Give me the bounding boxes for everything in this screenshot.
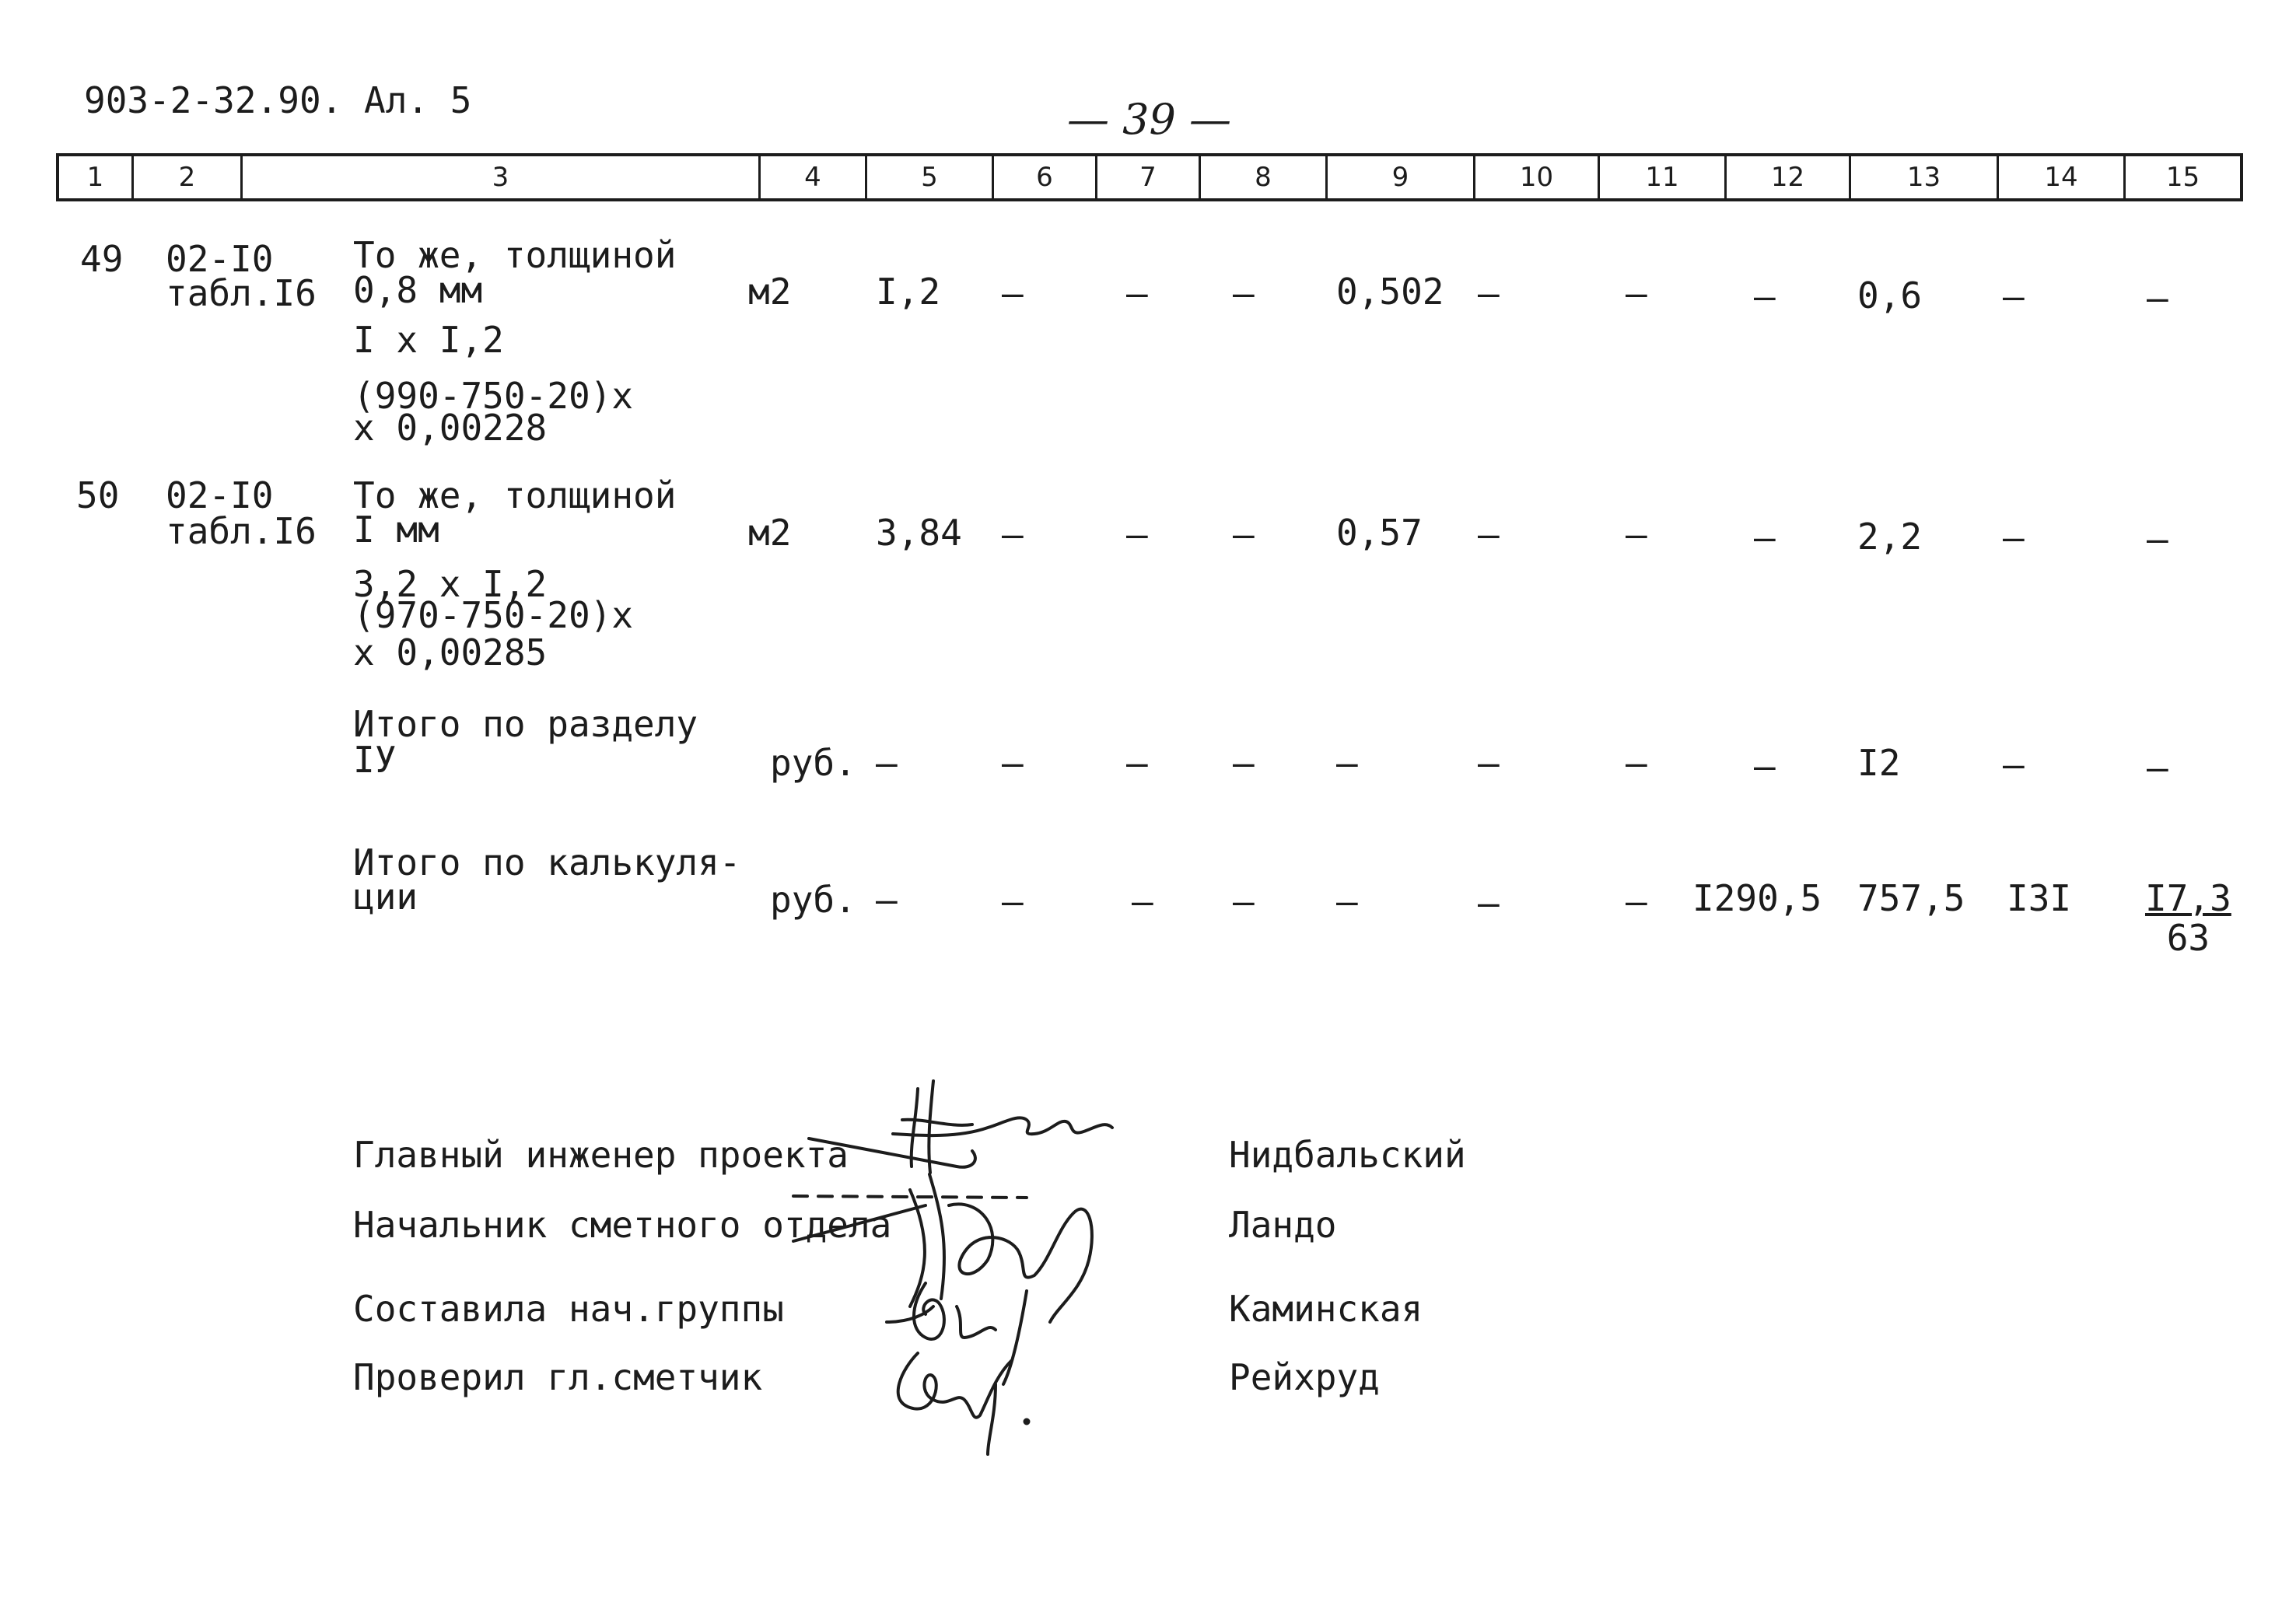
unit: руб. (770, 879, 856, 921)
description-line: х 0,00285 (353, 631, 548, 673)
cell-col7: – (1126, 742, 1148, 784)
cell-col8: – (1233, 742, 1255, 784)
norm-table: табл.I6 (166, 272, 317, 314)
total-label: Итого по калькуля- (353, 841, 741, 883)
cell-col15-fraction (2145, 879, 2231, 957)
description-line: (990-750-20)х (353, 375, 634, 417)
cell-col12: – (1754, 275, 1776, 317)
total-label: ции (353, 876, 418, 918)
column-header: 14 (1997, 156, 2123, 198)
cell-col6: – (1002, 742, 1024, 784)
page-number: — 39 — (1067, 95, 1232, 144)
description-line: 0,8 мм (353, 269, 483, 311)
description-line: I х I,2 (353, 319, 504, 361)
column-header: 4 (758, 156, 865, 198)
cell-col14: I3I (2007, 877, 2072, 919)
description-line: То же, толщиной (353, 234, 677, 276)
unit: м2 (748, 271, 792, 313)
column-header: 1 (86, 162, 104, 193)
column-header: 13 (1849, 156, 1997, 198)
cell-col9: – (1336, 742, 1358, 784)
signatory-role: Начальник сметного отдела (353, 1204, 892, 1246)
fraction-numerator: I7,3 (2145, 877, 2231, 919)
cell-col14: – (2003, 516, 2025, 558)
cell-col10: – (1478, 513, 1500, 555)
cell-col15: – (2147, 277, 2168, 319)
column-header: 12 (1724, 156, 1849, 198)
cell-col9: 0,502 (1336, 271, 1444, 313)
cell-col12: – (1754, 745, 1776, 787)
cell-col12: – (1754, 516, 1776, 558)
cell-col5: I,2 (876, 271, 941, 313)
signatory-name: Рейхруд (1229, 1356, 1380, 1398)
column-header: 8 (1199, 156, 1325, 198)
column-header: 5 (865, 156, 992, 198)
signatory-role: Проверил гл.сметчик (353, 1356, 763, 1398)
norm-code: 02-I0 (166, 238, 274, 280)
column-header: 7 (1095, 156, 1199, 198)
cell-col5: 3,84 (876, 512, 962, 554)
cell-col9: 0,57 (1336, 512, 1423, 554)
cell-col7: – (1126, 513, 1148, 555)
cell-col13: 0,6 (1857, 275, 1923, 317)
description-line: 3,2 х I,2 (353, 563, 548, 605)
document-code: 903-2-32.90. Ал. 5 (84, 79, 472, 121)
cell-col15: – (2147, 518, 2168, 560)
cell-col12: I290,5 (1692, 877, 1822, 919)
cell-col7: – (1126, 272, 1148, 314)
cell-col5: – (876, 879, 898, 921)
cell-col15: – (2147, 747, 2168, 789)
column-header: 15 (2123, 156, 2240, 198)
column-header: 10 (1473, 156, 1598, 198)
description-line: То же, толщиной (353, 474, 677, 516)
handwritten-signatures (793, 1073, 1229, 1478)
cell-col6: – (1002, 513, 1024, 555)
signatory-name: Каминская (1229, 1288, 1423, 1330)
cell-col6: – (1002, 272, 1024, 314)
cell-col11: – (1626, 272, 1647, 314)
cell-col10: – (1478, 742, 1500, 784)
cell-col7: – (1132, 880, 1153, 922)
unit: м2 (748, 512, 792, 554)
signatory-name: Нидбальский (1229, 1134, 1466, 1176)
cell-col8: – (1233, 272, 1255, 314)
signatory-name: Ландо (1229, 1204, 1337, 1246)
cell-col11: – (1626, 513, 1647, 555)
fraction-denominator: 63 (2166, 916, 2210, 959)
column-header-bar (56, 153, 2243, 201)
description-line: I мм (353, 509, 439, 551)
row-number: 50 (76, 474, 120, 516)
cell-col8: – (1233, 513, 1255, 555)
cell-col11: – (1626, 742, 1647, 784)
cell-col5: – (876, 742, 898, 784)
total-label: Итого по разделу (353, 703, 698, 745)
cell-col10: – (1478, 272, 1500, 314)
row-number: 49 (80, 238, 124, 280)
cell-col8: – (1233, 880, 1255, 922)
unit: руб. (770, 742, 856, 784)
column-header: 2 (131, 156, 240, 198)
column-header: 11 (1598, 156, 1724, 198)
total-label: IУ (353, 739, 397, 781)
column-header: 6 (992, 156, 1095, 198)
column-header: 3 (240, 156, 758, 198)
cell-col9: – (1336, 880, 1358, 922)
signatory-role: Составила нач.группы (353, 1288, 784, 1330)
signatory-role: Главный инженер проекта (353, 1134, 849, 1176)
description-line: х 0,00228 (353, 407, 548, 449)
description-line: (970-750-20)х (353, 594, 634, 636)
norm-table: табл.I6 (166, 510, 317, 552)
cell-col13: 757,5 (1857, 877, 1965, 919)
cell-col6: – (1002, 880, 1024, 922)
cell-col13: 2,2 (1857, 516, 1923, 558)
cell-col14: – (2003, 275, 2025, 317)
cell-col10: – (1478, 882, 1500, 924)
cell-col11: – (1626, 880, 1647, 922)
norm-code: 02-I0 (166, 474, 274, 516)
column-header: 9 (1325, 156, 1473, 198)
cell-col14: – (2003, 743, 2025, 785)
cell-col13: I2 (1857, 742, 1901, 784)
